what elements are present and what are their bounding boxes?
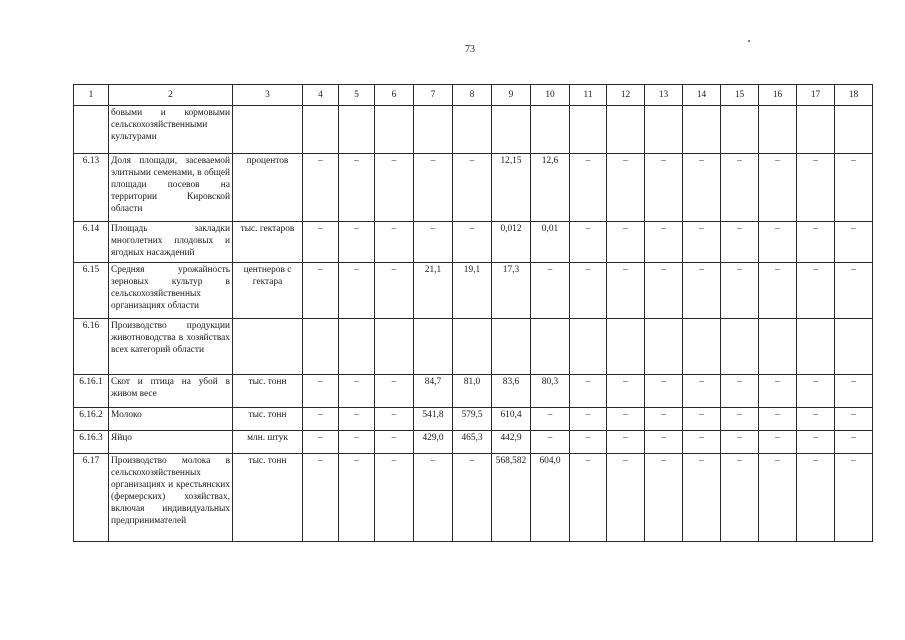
value-cell: – [797, 431, 835, 454]
value-cell: – [721, 454, 759, 542]
value-cell: 579,5 [453, 408, 492, 431]
value-cell: – [835, 431, 873, 454]
row-number-cell: 6.16.1 [74, 375, 109, 408]
value-cell: – [721, 154, 759, 222]
value-cell: – [721, 408, 759, 431]
value-cell: – [414, 454, 453, 542]
indicator-name-cell: Производство молока в сельскохозяйственных организациях и крестьянских (фермерских) хозяйствах, включая индивидуальных предпринимателей [109, 454, 233, 542]
value-cell: – [759, 375, 797, 408]
header-cell: 14 [683, 85, 721, 106]
value-cell: – [607, 154, 645, 222]
value-cell: – [797, 263, 835, 319]
header-cell: 13 [645, 85, 683, 106]
value-cell: – [683, 431, 721, 454]
value-cell: 19,1 [453, 263, 492, 319]
value-cell [303, 106, 339, 154]
table-row [74, 408, 873, 431]
value-cell: – [645, 375, 683, 408]
value-cell [797, 319, 835, 375]
value-cell: 80,3 [531, 375, 570, 408]
unit-cell [233, 319, 303, 375]
indicator-name-cell: бовыми и кормовыми сельскохозяйственными культурами [109, 106, 233, 154]
header-cell: 11 [570, 85, 607, 106]
value-cell [721, 319, 759, 375]
value-cell: – [339, 263, 375, 319]
value-cell: – [607, 454, 645, 542]
row-number-cell: 6.17 [74, 454, 109, 542]
value-cell: – [414, 154, 453, 222]
unit-cell: тыс. тонн [233, 454, 303, 542]
value-cell [570, 106, 607, 154]
value-cell: – [721, 375, 759, 408]
value-cell [492, 106, 531, 154]
value-cell: – [759, 454, 797, 542]
row-number-cell: 6.14 [74, 222, 109, 263]
value-cell: – [339, 375, 375, 408]
value-cell [645, 106, 683, 154]
value-cell: – [835, 263, 873, 319]
value-cell: – [375, 263, 414, 319]
value-cell: – [797, 222, 835, 263]
indicator-name-cell: Яйцо [109, 431, 233, 454]
unit-cell: тыс. гектаров [233, 222, 303, 263]
header-cell: 9 [492, 85, 531, 106]
value-cell: 541,8 [414, 408, 453, 431]
value-cell: 610,4 [492, 408, 531, 431]
header-cell: 8 [453, 85, 492, 106]
value-cell [835, 106, 873, 154]
header-cell: 6 [375, 85, 414, 106]
value-cell: – [835, 154, 873, 222]
value-cell: – [683, 408, 721, 431]
unit-cell: центнеров с гектара [233, 263, 303, 319]
value-cell: – [683, 454, 721, 542]
value-cell: – [414, 222, 453, 263]
value-cell: 568,582 [492, 454, 531, 542]
value-cell: 465,3 [453, 431, 492, 454]
value-cell: – [835, 454, 873, 542]
value-cell: – [683, 263, 721, 319]
value-cell: 604,0 [531, 454, 570, 542]
value-cell: – [303, 454, 339, 542]
indicator-name-cell: Скот и птица на убой в живом весе [109, 375, 233, 408]
value-cell: 0,01 [531, 222, 570, 263]
value-cell: – [645, 154, 683, 222]
unit-cell: тыс. тонн [233, 408, 303, 431]
table-row [74, 431, 873, 454]
page-number: 73 [465, 44, 475, 55]
value-cell: 81,0 [453, 375, 492, 408]
table-row [74, 319, 873, 375]
value-cell: – [607, 408, 645, 431]
value-cell [683, 319, 721, 375]
value-cell [531, 106, 570, 154]
row-number-cell [74, 106, 109, 154]
value-cell: – [721, 263, 759, 319]
header-cell: 3 [233, 85, 303, 106]
value-cell [453, 106, 492, 154]
value-cell: – [375, 431, 414, 454]
value-cell [453, 319, 492, 375]
value-cell: – [645, 454, 683, 542]
value-cell [645, 319, 683, 375]
value-cell: – [453, 154, 492, 222]
value-cell [607, 106, 645, 154]
value-cell: – [645, 408, 683, 431]
row-number-cell: 6.13 [74, 154, 109, 222]
header-cell: 15 [721, 85, 759, 106]
value-cell [414, 106, 453, 154]
unit-cell: процентов [233, 154, 303, 222]
value-cell: 83,6 [492, 375, 531, 408]
header-cell: 16 [759, 85, 797, 106]
value-cell: – [531, 263, 570, 319]
value-cell: – [303, 408, 339, 431]
value-cell: – [645, 222, 683, 263]
value-cell: – [303, 222, 339, 263]
value-cell: – [339, 431, 375, 454]
value-cell: – [759, 263, 797, 319]
value-cell: – [339, 222, 375, 263]
value-cell: – [570, 408, 607, 431]
table-header-row [74, 85, 873, 106]
value-cell: 0,012 [492, 222, 531, 263]
value-cell [721, 106, 759, 154]
value-cell: 429,0 [414, 431, 453, 454]
value-cell: – [339, 154, 375, 222]
value-cell: – [797, 375, 835, 408]
value-cell: – [721, 431, 759, 454]
value-cell: 84,7 [414, 375, 453, 408]
value-cell [607, 319, 645, 375]
header-cell: 10 [531, 85, 570, 106]
value-cell: – [607, 222, 645, 263]
value-cell: – [759, 154, 797, 222]
header-cell: 4 [303, 85, 339, 106]
value-cell: – [531, 431, 570, 454]
value-cell: 12,6 [531, 154, 570, 222]
value-cell: – [683, 222, 721, 263]
value-cell [570, 319, 607, 375]
row-number-cell: 6.15 [74, 263, 109, 319]
value-cell: – [607, 263, 645, 319]
value-cell: – [645, 431, 683, 454]
value-cell: – [339, 454, 375, 542]
value-cell: – [570, 154, 607, 222]
scan-speck [748, 40, 750, 42]
table-row [74, 454, 873, 542]
value-cell: – [721, 222, 759, 263]
header-cell: 1 [74, 85, 109, 106]
value-cell: – [645, 263, 683, 319]
value-cell: – [607, 431, 645, 454]
value-cell: – [835, 222, 873, 263]
header-cell: 12 [607, 85, 645, 106]
value-cell: – [531, 408, 570, 431]
value-cell [759, 106, 797, 154]
table-row [74, 106, 873, 154]
header-cell: 5 [339, 85, 375, 106]
value-cell: – [607, 375, 645, 408]
header-cell: 7 [414, 85, 453, 106]
value-cell: – [570, 263, 607, 319]
indicator-table [73, 84, 873, 542]
row-number-cell: 6.16.2 [74, 408, 109, 431]
value-cell [759, 319, 797, 375]
value-cell: – [683, 154, 721, 222]
value-cell: – [453, 222, 492, 263]
value-cell: – [683, 375, 721, 408]
header-cell: 2 [109, 85, 233, 106]
value-cell: – [759, 408, 797, 431]
value-cell: – [797, 408, 835, 431]
value-cell: – [339, 408, 375, 431]
value-cell [797, 106, 835, 154]
header-cell: 18 [835, 85, 873, 106]
value-cell [339, 319, 375, 375]
value-cell: – [759, 431, 797, 454]
value-cell: – [375, 454, 414, 542]
indicator-name-cell: Средняя урожайность зерновых культур в сельскохозяйственных организациях области [109, 263, 233, 319]
indicator-name-cell: Молоко [109, 408, 233, 431]
value-cell [492, 319, 531, 375]
value-cell: 442,9 [492, 431, 531, 454]
value-cell [339, 106, 375, 154]
row-number-cell: 6.16 [74, 319, 109, 375]
indicator-name-cell: Доля площади, засеваемой элитными семенами, в общей площади посевов на территории Кировской области [109, 154, 233, 222]
value-cell: – [375, 154, 414, 222]
value-cell: – [303, 375, 339, 408]
unit-cell: тыс. тонн [233, 375, 303, 408]
value-cell: – [570, 454, 607, 542]
value-cell: – [303, 263, 339, 319]
value-cell [303, 319, 339, 375]
value-cell: 21,1 [414, 263, 453, 319]
unit-cell: млн. штук [233, 431, 303, 454]
value-cell [414, 319, 453, 375]
value-cell: – [759, 222, 797, 263]
value-cell [683, 106, 721, 154]
value-cell: – [570, 431, 607, 454]
value-cell: – [835, 408, 873, 431]
value-cell [531, 319, 570, 375]
value-cell: – [835, 375, 873, 408]
value-cell [375, 106, 414, 154]
value-cell: – [453, 454, 492, 542]
value-cell: – [375, 408, 414, 431]
table-row [74, 154, 873, 222]
value-cell: – [375, 375, 414, 408]
indicator-name-cell: Производство продукции животноводства в хозяйствах всех категорий области [109, 319, 233, 375]
value-cell: – [570, 222, 607, 263]
row-number-cell: 6.16.3 [74, 431, 109, 454]
value-cell: – [797, 454, 835, 542]
value-cell [375, 319, 414, 375]
table-row [74, 375, 873, 408]
indicator-name-cell: Площадь закладки многолетних плодовых и ягодных насаждений [109, 222, 233, 263]
unit-cell [233, 106, 303, 154]
value-cell: 17,3 [492, 263, 531, 319]
table-row [74, 222, 873, 263]
value-cell: – [375, 222, 414, 263]
value-cell: – [797, 154, 835, 222]
value-cell: – [570, 375, 607, 408]
value-cell: – [303, 431, 339, 454]
table-row [74, 263, 873, 319]
value-cell [835, 319, 873, 375]
value-cell: – [303, 154, 339, 222]
header-cell: 17 [797, 85, 835, 106]
value-cell: 12,15 [492, 154, 531, 222]
